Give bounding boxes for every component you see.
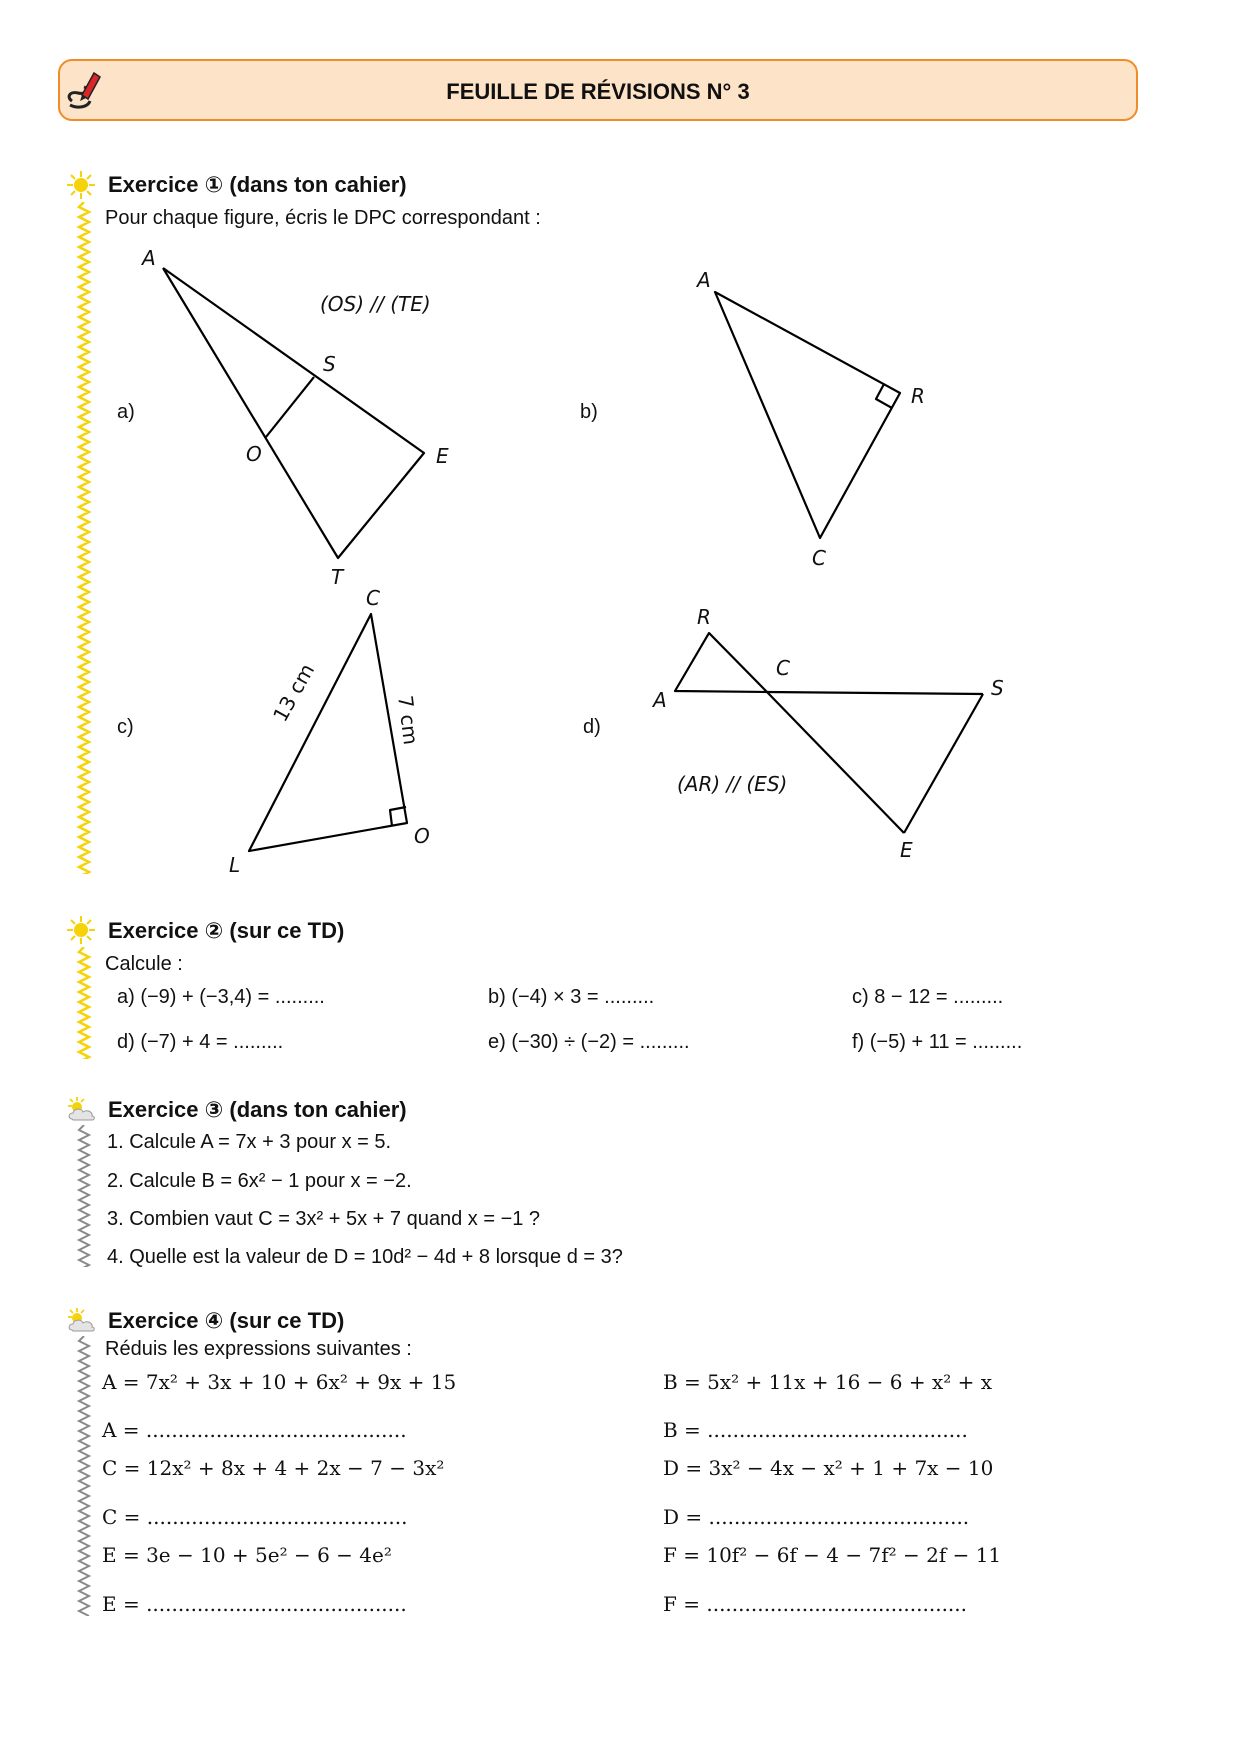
fig-a-segment-os xyxy=(266,377,314,437)
fig-c-pt-O: O xyxy=(414,824,430,848)
ex4-expr-A: A = 7x² + 3x + 10 + 6x² + 9x + 15 xyxy=(102,1370,457,1394)
sun-wave-decoration xyxy=(76,947,92,1059)
page-title: FEUILLE DE RÉVISIONS N° 3 xyxy=(446,79,750,104)
label-c: c) xyxy=(117,716,134,738)
fig-c-len-13cm: 13 cm xyxy=(268,659,320,726)
fig-d-triangle-arc xyxy=(675,633,767,692)
ex2-item-e: e) (−30) ÷ (−2) = ......... xyxy=(488,1031,690,1053)
fig-d-segment-ce xyxy=(767,692,904,833)
ex4-expr-B: B = 5x² + 11x + 16 − 6 + x² + x xyxy=(663,1370,993,1394)
cloud-sun-icon xyxy=(64,1306,98,1336)
fig-d-segment-es xyxy=(904,694,983,833)
ex4-expr-E: E = 3e − 10 + 5e² − 6 − 4e² xyxy=(102,1543,392,1567)
fig-a-pt-E: E xyxy=(436,444,449,468)
cloud-wave-decoration xyxy=(76,1125,92,1267)
ex4-answer-B: B = ......................................... xyxy=(663,1418,968,1442)
fig-b-triangle xyxy=(715,292,900,538)
ex2-item-f: f) (−5) + 11 = ......... xyxy=(852,1031,1023,1053)
ex4-instruction: Réduis les expressions suivantes : xyxy=(105,1338,412,1360)
fig-c-pt-C: C xyxy=(366,586,380,610)
ex4-expr-C: C = 12x² + 8x + 4 + 2x − 7 − 3x² xyxy=(102,1456,445,1480)
ex3-item-1: 1. Calcule A = 7x + 3 pour x = 5. xyxy=(107,1131,392,1153)
ex2-title: Exercice ② (sur ce TD) xyxy=(108,918,345,943)
ex2-item-c: c) 8 − 12 = ......... xyxy=(852,986,1004,1008)
fig-d-note: (AR) // (ES) xyxy=(677,772,788,796)
fig-d-pt-A: A xyxy=(653,688,667,712)
ex3-item-3: 3. Combien vaut C = 3x² + 5x + 7 quand x = −1 ? xyxy=(107,1208,541,1230)
fig-a-pt-T: T xyxy=(331,565,344,589)
fig-a-note: (OS) // (TE) xyxy=(320,292,431,316)
ex3-title: Exercice ③ (dans ton cahier) xyxy=(108,1097,407,1122)
fig-b-pt-R: R xyxy=(911,384,925,408)
fig-d-pt-C: C xyxy=(776,656,790,680)
label-b: b) xyxy=(580,401,598,423)
fig-a-pt-A: A xyxy=(142,246,156,270)
ex4-answer-E: E = ......................................... xyxy=(102,1592,407,1616)
fig-c-pt-L: L xyxy=(229,853,241,877)
ex2-instruction: Calcule : xyxy=(105,953,183,975)
ex4-title: Exercice ④ (sur ce TD) xyxy=(108,1308,345,1333)
fig-d-pt-R: R xyxy=(697,605,711,629)
ex4-expr-D: D = 3x² − 4x − x² + 1 + 7x − 10 xyxy=(663,1456,994,1480)
fig-d-pt-S: S xyxy=(991,676,1004,700)
fig-b-pt-A: A xyxy=(697,268,711,292)
sun-icon xyxy=(64,915,98,945)
fig-a-pt-O: O xyxy=(246,442,262,466)
ex4-answer-D: D = ......................................... xyxy=(663,1505,970,1529)
label-a: a) xyxy=(117,401,135,423)
ex4-answer-C: C = ......................................... xyxy=(102,1505,408,1529)
ex2-item-a: a) (−9) + (−3,4) = ......... xyxy=(117,986,325,1008)
ex2-item-d: d) (−7) + 4 = ......... xyxy=(117,1031,284,1053)
ex4-expr-F: F = 10f² − 6f − 4 − 7f² − 2f − 11 xyxy=(663,1543,1002,1567)
ex1-title: Exercice ① (dans ton cahier) xyxy=(108,172,407,197)
ex3-item-2: 2. Calcule B = 6x² − 1 pour x = −2. xyxy=(107,1170,412,1192)
fig-c-triangle xyxy=(249,614,407,851)
ex4-answer-A: A = ......................................... xyxy=(102,1418,407,1442)
fig-a-pt-S: S xyxy=(323,352,336,376)
label-d: d) xyxy=(583,716,601,738)
cloud-sun-icon xyxy=(64,1095,98,1125)
ex1-instruction: Pour chaque figure, écris le DPC correspondant : xyxy=(105,207,541,229)
cloud-wave-decoration xyxy=(76,1336,92,1616)
fig-b-pt-C: C xyxy=(812,546,826,570)
fig-d-pt-E: E xyxy=(900,838,913,862)
ex2-item-b: b) (−4) × 3 = ......... xyxy=(488,986,655,1008)
ex4-answer-F: F = ......................................... xyxy=(663,1592,968,1616)
ex3-item-4: 4. Quelle est la valeur de D = 10d² − 4d + 8 lorsque d = 3? xyxy=(107,1246,623,1268)
fig-c-len-7cm: 7 cm xyxy=(393,694,424,747)
fig-d-segment-cs xyxy=(767,692,983,694)
